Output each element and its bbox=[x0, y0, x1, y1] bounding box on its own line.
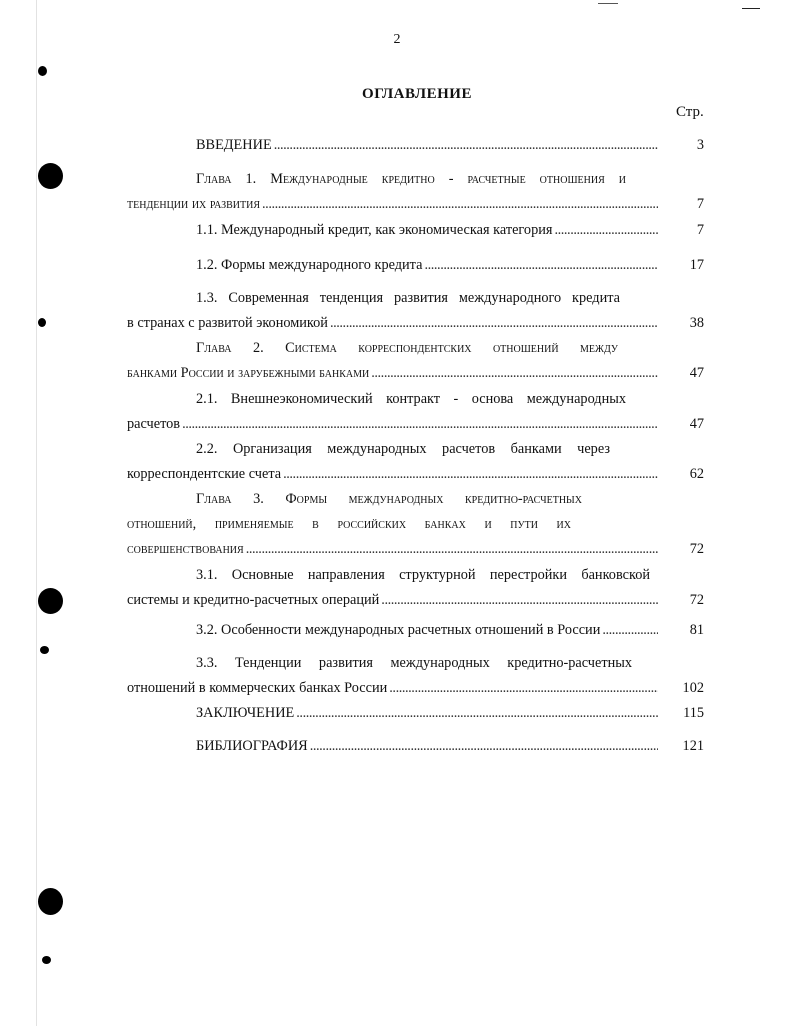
toc-chapter-3-line2[interactable]: отношений, применяемые в российских банках и пути их bbox=[127, 516, 571, 532]
entry-page: 3 bbox=[696, 137, 704, 153]
leader-dots bbox=[389, 679, 658, 697]
entry-page: 47 bbox=[689, 365, 704, 381]
entry-title: 1.2. Формы международного кредита bbox=[196, 257, 423, 273]
leader-dots bbox=[296, 704, 658, 722]
punch-hole bbox=[38, 163, 63, 189]
toc-chapter-3-line1[interactable]: Глава 3. Формы международных кредитно-расчетных bbox=[196, 491, 582, 507]
entry-title: банками России и зарубежными банками bbox=[127, 365, 370, 381]
scan-mark bbox=[742, 8, 760, 9]
entry-title: БИБЛИОГРАФИЯ bbox=[196, 738, 308, 754]
entry-title: совершенствования bbox=[127, 541, 244, 557]
leader-dots bbox=[381, 591, 658, 609]
page-column-header: Стр. bbox=[676, 104, 704, 120]
entry-page: 102 bbox=[682, 680, 704, 696]
leader-dots bbox=[371, 364, 658, 382]
punch-hole bbox=[38, 318, 46, 327]
punch-hole bbox=[38, 588, 63, 614]
entry-title: расчетов bbox=[127, 416, 181, 432]
entry-title: отношений в коммерческих банках России bbox=[127, 680, 388, 696]
leader-dots bbox=[330, 314, 658, 332]
entry-page: 7 bbox=[696, 222, 704, 238]
leader-dots bbox=[283, 465, 658, 483]
entry-page: 72 bbox=[689, 592, 704, 608]
toc-section-3-3-line1[interactable]: 3.3. Тенденции развития международных кредитно-расчетных bbox=[196, 655, 632, 671]
toc-section-1-3[interactable] bbox=[127, 314, 658, 332]
toc-section-3-3[interactable] bbox=[127, 679, 658, 697]
toc-section-2-1[interactable] bbox=[127, 415, 658, 433]
toc-section-3-2[interactable] bbox=[196, 621, 658, 639]
punch-hole bbox=[38, 66, 47, 76]
entry-title: 3.2. Особенности международных расчетных отношений в России bbox=[196, 622, 601, 638]
entry-title: в странах с развитой экономикой bbox=[127, 315, 328, 331]
entry-title: системы и кредитно-расчетных операций bbox=[127, 592, 380, 608]
leader-dots bbox=[554, 221, 658, 239]
leader-dots bbox=[310, 737, 658, 755]
toc-entry-intro[interactable] bbox=[196, 136, 658, 154]
scan-mark bbox=[598, 3, 618, 4]
toc-chapter-2-line1[interactable]: Глава 2. Система корреспондентских отношений между bbox=[196, 340, 618, 356]
toc-section-1-2[interactable] bbox=[196, 256, 658, 274]
toc-section-2-2[interactable] bbox=[127, 465, 658, 483]
entry-page: 72 bbox=[689, 541, 704, 557]
entry-title: тенденции их развития bbox=[127, 196, 261, 212]
leader-dots bbox=[602, 621, 658, 639]
toc-title: ОГЛАВЛЕНИЕ bbox=[362, 86, 472, 102]
entry-title: 1.1. Международный кредит, как экономическая категория bbox=[196, 222, 553, 238]
toc-entry-conclusion[interactable] bbox=[196, 704, 658, 722]
punch-hole bbox=[40, 646, 49, 654]
entry-page: 7 bbox=[696, 196, 704, 212]
entry-page: 81 bbox=[689, 622, 704, 638]
toc-section-1-1[interactable] bbox=[196, 221, 658, 239]
punch-hole bbox=[38, 888, 63, 915]
toc-entry-bibliography[interactable] bbox=[196, 737, 658, 755]
leader-dots bbox=[424, 256, 658, 274]
entry-title: корреспондентские счета bbox=[127, 466, 282, 482]
entry-page: 62 bbox=[689, 466, 704, 482]
leader-dots bbox=[246, 540, 658, 558]
entry-title: ЗАКЛЮЧЕНИЕ bbox=[196, 705, 295, 721]
leader-dots bbox=[182, 415, 658, 433]
toc-section-2-2-line1[interactable]: 2.2. Организация международных расчетов банками через bbox=[196, 441, 610, 457]
leader-dots bbox=[274, 136, 658, 154]
scan-margin-line bbox=[36, 0, 37, 1026]
page-number: 2 bbox=[393, 32, 401, 47]
toc-chapter-1[interactable] bbox=[127, 195, 658, 213]
entry-page: 17 bbox=[689, 257, 704, 273]
toc-section-1-3-line1[interactable]: 1.3. Современная тенденция развития международного кредита bbox=[196, 290, 620, 306]
toc-section-2-1-line1[interactable]: 2.1. Внешнеэкономический контракт - основа международных bbox=[196, 391, 626, 407]
leader-dots bbox=[262, 195, 658, 213]
entry-page: 38 bbox=[689, 315, 704, 331]
toc-section-3-1-line1[interactable]: 3.1. Основные направления структурной перестройки банковской bbox=[196, 567, 650, 583]
toc-chapter-3[interactable] bbox=[127, 540, 658, 558]
punch-hole bbox=[42, 956, 51, 964]
toc-section-3-1[interactable] bbox=[127, 591, 658, 609]
toc-chapter-1-line1[interactable]: Глава 1. Международные кредитно - расчетные отношения и bbox=[196, 171, 626, 187]
entry-page: 115 bbox=[683, 705, 704, 721]
entry-page: 47 bbox=[689, 416, 704, 432]
entry-page: 121 bbox=[682, 738, 704, 754]
toc-chapter-2[interactable] bbox=[127, 364, 658, 382]
entry-title: ВВЕДЕНИЕ bbox=[196, 137, 272, 153]
